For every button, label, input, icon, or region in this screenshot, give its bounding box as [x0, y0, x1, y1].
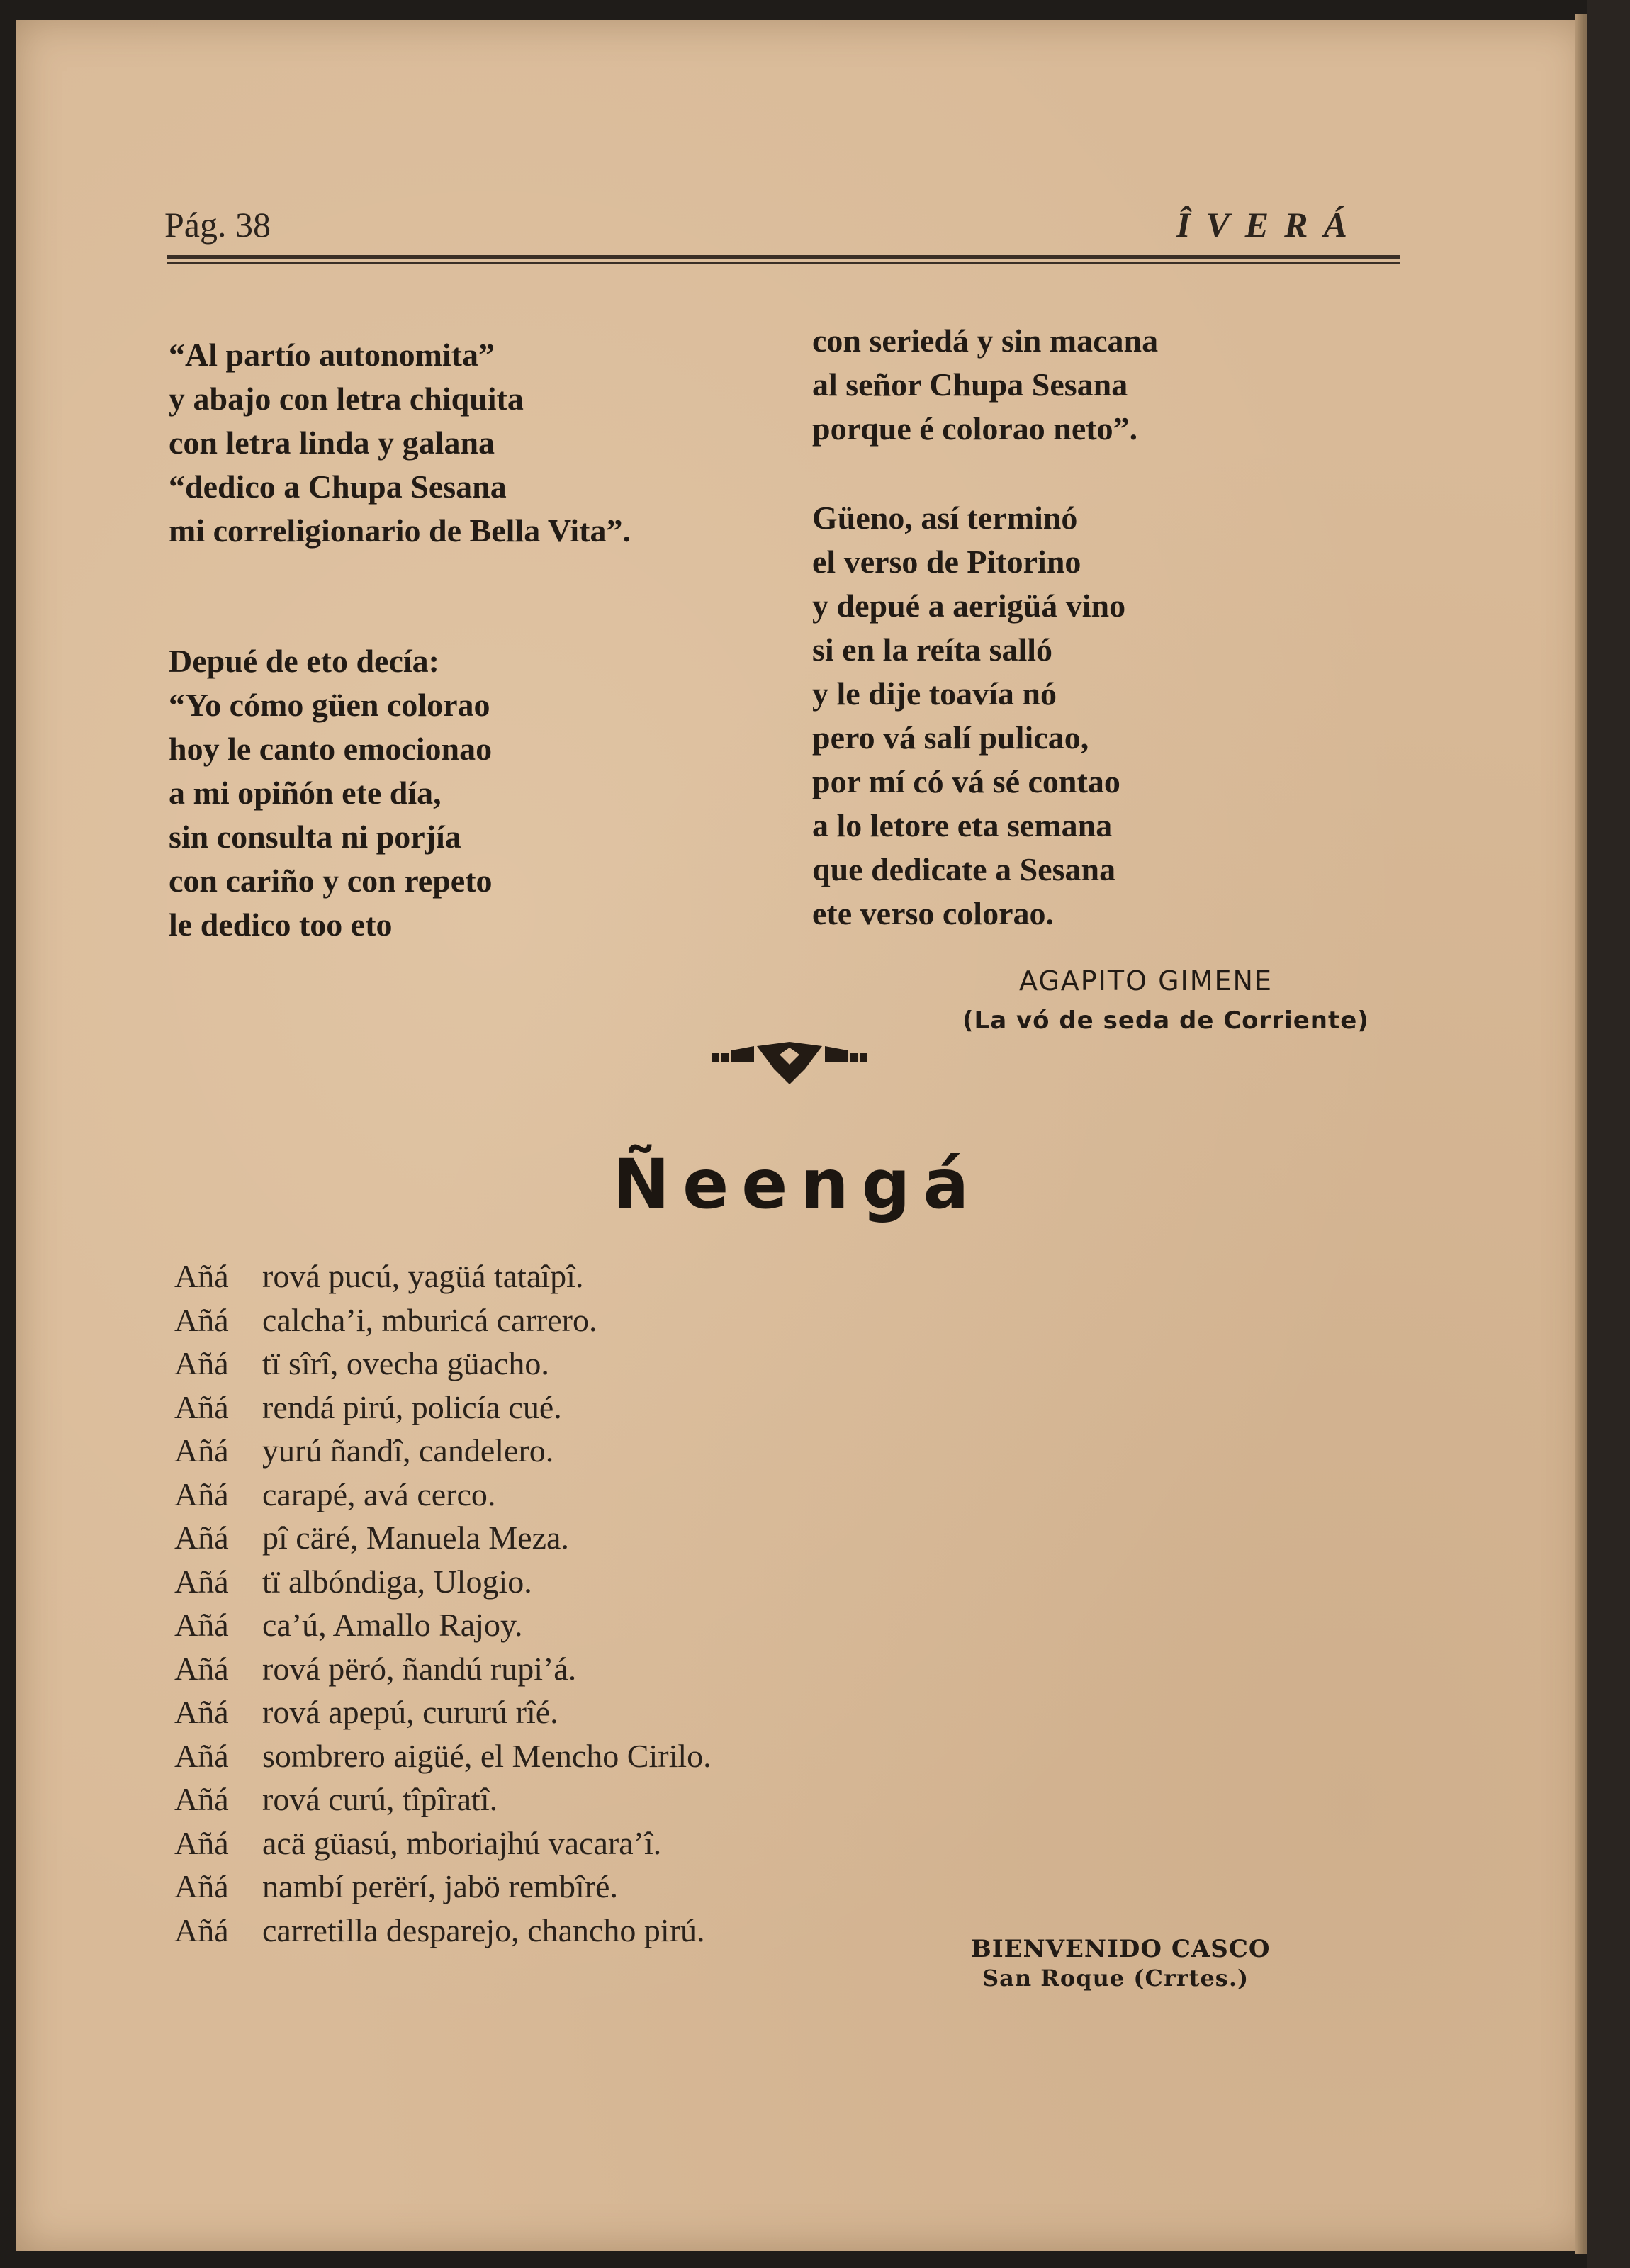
line-text: pî cäré, Manuela Meza. [262, 1520, 569, 1556]
magazine-title: ÎVERÁ [1176, 205, 1363, 245]
poem-line [174, 1560, 712, 1604]
line-text: rendá pirú, policía cué. [262, 1388, 562, 1425]
line-text: yurú ñandî, candelero. [262, 1432, 554, 1469]
verse-line: y le dije toavía nó [812, 675, 1057, 712]
verse-line: con letra linda y galana [169, 425, 495, 461]
verse-line: le dedico too eto [169, 906, 393, 943]
poem-body [174, 1254, 712, 1952]
line-text: rová apepú, cururú rîé. [262, 1694, 558, 1730]
poem-line [174, 1516, 712, 1560]
poem-line [174, 1298, 712, 1342]
poem-line [174, 1778, 712, 1821]
poem-line [174, 1386, 712, 1430]
verse-line: si en la reíta salló [812, 631, 1053, 668]
poem-title: Ñeengá [612, 1145, 982, 1224]
line-text: carretilla desparejo, chancho pirú. [262, 1911, 705, 1948]
verse-line: y depué a aerigüá vino [812, 588, 1126, 624]
line-text: rová curú, tîpîratî. [262, 1781, 498, 1817]
line-lead-word: Añá [174, 1345, 229, 1381]
verse-line: hoy le canto emocionao [169, 731, 493, 767]
page-number: Pág. 38 [164, 205, 271, 245]
verse-line: a lo letore eta semana [812, 807, 1113, 843]
line-text: carapé, avá cerco. [262, 1476, 496, 1512]
poem-line [174, 1342, 712, 1386]
right-stanza-2 [812, 496, 1125, 936]
verse-line: “dedico a Chupa Sesana [169, 468, 507, 505]
poem-line [174, 1603, 712, 1647]
verse-line: sin consulta ni porjía [169, 819, 461, 855]
line-lead-word: Añá [174, 1781, 229, 1817]
line-text: tï sîrî, ovecha güacho. [262, 1345, 549, 1381]
poem-line [174, 1821, 712, 1865]
line-lead-word: Añá [174, 1476, 229, 1512]
poem-line [174, 1647, 712, 1691]
verse-line: Depué de eto decía: [169, 643, 439, 679]
line-text: tï albóndiga, Ulogio. [262, 1563, 532, 1600]
verse-line: a mi opiñón ete día, [169, 775, 442, 811]
author-pseudonym: (La vó de seda de Corriente) [962, 1006, 1369, 1035]
verse-line: mi correligionario de Bella Vita”. [169, 512, 631, 549]
poem-author-place: San Roque (Crrtes.) [982, 1965, 1249, 1992]
line-lead-word: Añá [174, 1520, 229, 1556]
line-lead-word: Añá [174, 1911, 229, 1948]
line-text: sombrero aigüé, el Mencho Cirilo. [262, 1737, 712, 1774]
line-text: rová pucú, yagüá tataîpî. [262, 1258, 584, 1294]
right-stanza-1 [812, 319, 1158, 451]
poem-line [174, 1909, 712, 1953]
line-lead-word: Añá [174, 1868, 229, 1904]
verse-line: Güeno, así terminó [812, 500, 1078, 536]
line-lead-word: Añá [174, 1563, 229, 1600]
verse-line: pero vá salí pulicao, [812, 719, 1089, 756]
line-lead-word: Añá [174, 1694, 229, 1730]
poem-line [174, 1865, 712, 1909]
verse-line: por mí có vá sé contao [812, 763, 1120, 799]
verse-line: el verso de Pitorino [812, 544, 1081, 580]
line-lead-word: Añá [174, 1432, 229, 1469]
poem-line [174, 1254, 712, 1298]
verse-line: al señor Chupa Sesana [812, 366, 1128, 403]
line-text: rová përó, ñandú rupi’á. [262, 1650, 577, 1687]
author-signature: AGAPITO GIMENE [1019, 965, 1273, 997]
page-edge [1587, 0, 1630, 2268]
verse-line: y abajo con letra chiquita [169, 381, 524, 417]
verse-line: que dedicate a Sesana [812, 851, 1116, 887]
line-text: nambí perërí, jabö rembîré. [262, 1868, 618, 1904]
line-text: acä güasú, mboriajhú vacara’î. [262, 1824, 662, 1861]
verse-line: “Yo cómo güen colorao [169, 687, 490, 723]
verse-line: con cariño y con repeto [169, 863, 493, 899]
left-stanza-2 [169, 639, 493, 947]
line-lead-word: Añá [174, 1824, 229, 1861]
line-text: calcha’i, mburicá carrero. [262, 1301, 597, 1338]
poem-line [174, 1429, 712, 1473]
line-text: ca’ú, Amallo Rajoy. [262, 1607, 523, 1643]
header-rule [167, 255, 1400, 259]
line-lead-word: Añá [174, 1388, 229, 1425]
verse-line: con seriedá y sin macana [812, 322, 1159, 359]
line-lead-word: Añá [174, 1607, 229, 1643]
verse-line: porque é colorao neto”. [812, 410, 1138, 447]
ornament-icon [712, 1040, 867, 1097]
line-lead-word: Añá [174, 1737, 229, 1774]
header-rule-thin [167, 262, 1400, 264]
left-stanza-1 [169, 333, 631, 553]
line-lead-word: Añá [174, 1258, 229, 1294]
poem-line [174, 1473, 712, 1517]
line-lead-word: Añá [174, 1301, 229, 1338]
line-lead-word: Añá [174, 1650, 229, 1687]
poem-line [174, 1734, 712, 1778]
verse-line: ete verso colorao. [812, 895, 1055, 931]
verse-line: “Al partío autonomita” [169, 337, 495, 373]
poem-author: BIENVENIDO CASCO [971, 1935, 1271, 1963]
poem-line [174, 1690, 712, 1734]
